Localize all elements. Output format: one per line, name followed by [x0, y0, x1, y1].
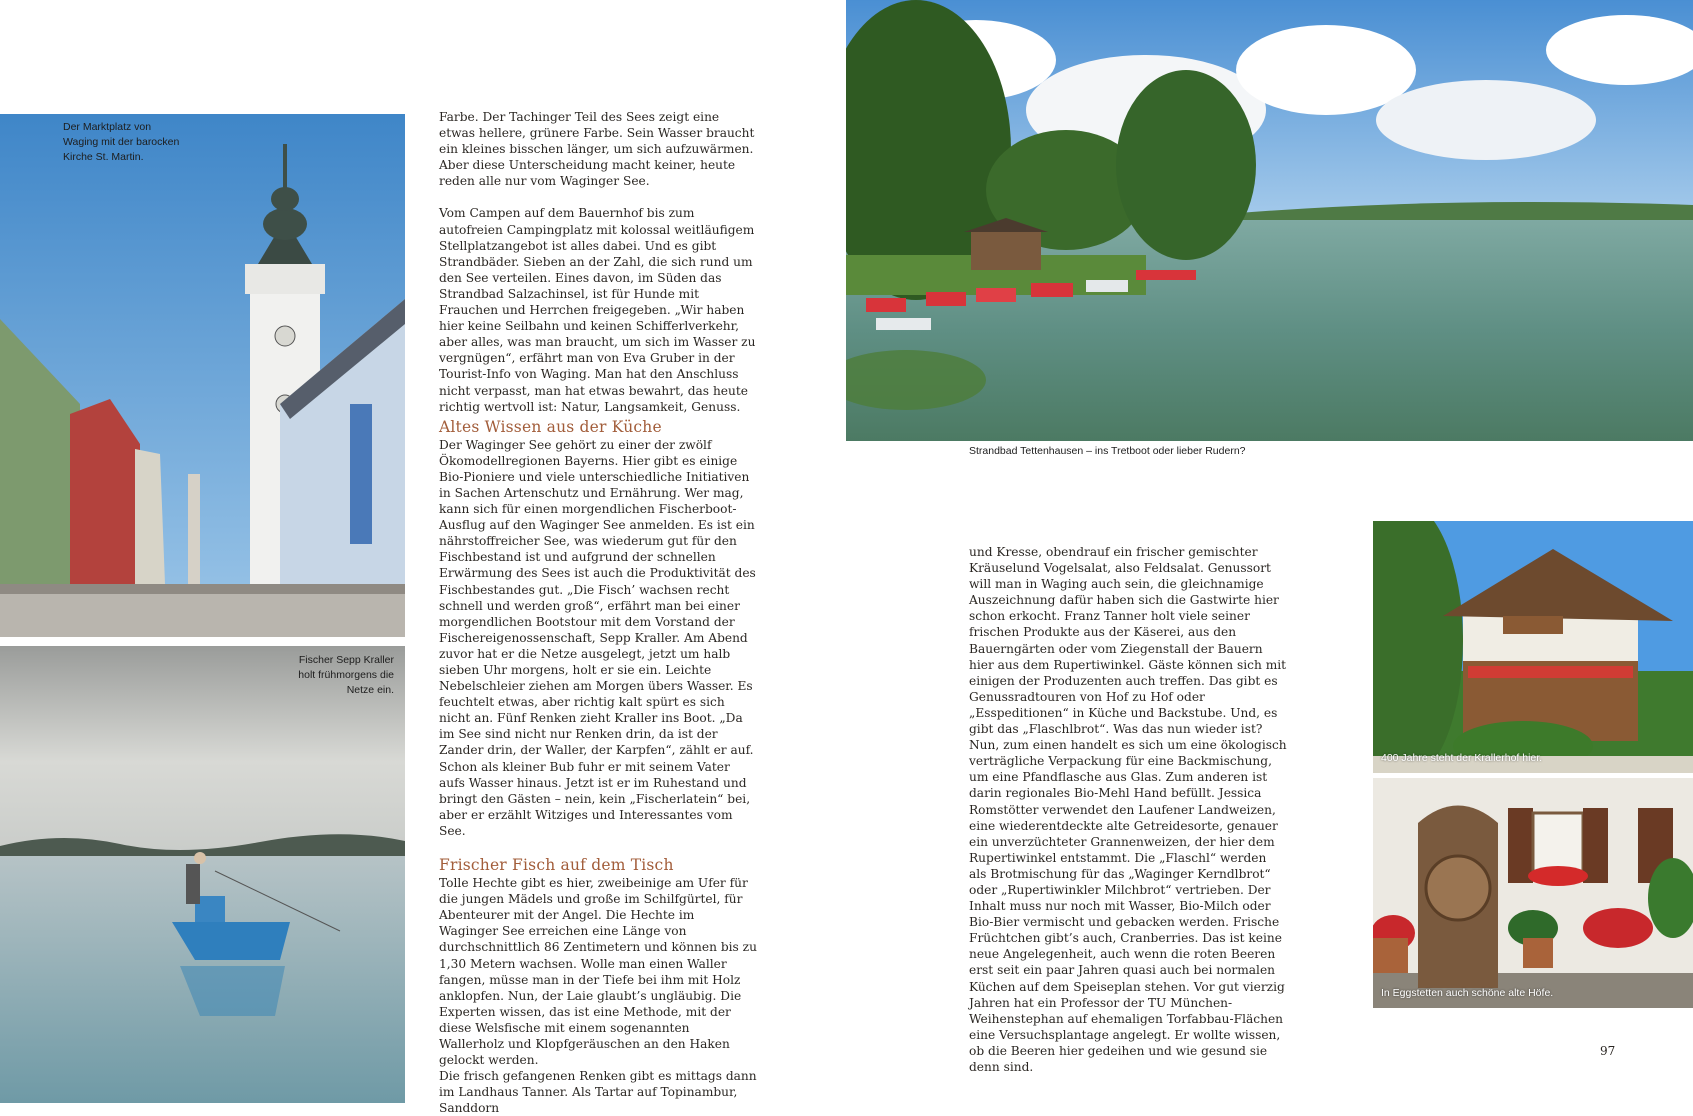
photo-strandbad	[846, 0, 1693, 441]
paragraph: Farbe. Der Tachinger Teil des Sees zeigt eine etwas hellere, grünere Farbe. Sein Wasser braucht ein kleines bisschen länger, um sich aufzuwärmen. Aber diese Unterscheidung macht keiner, heute reden alle nur vom Waginger See.	[439, 110, 755, 189]
photo-krallerhof	[1373, 521, 1693, 773]
photo-fischer	[0, 646, 405, 1103]
paragraph: Die frisch gefangenen Renken gibt es mittags dann im Landhaus Tanner. Als Tartar auf Topinambur, Sanddorn	[439, 1069, 757, 1116]
caption-eggstetten: In Eggstetten auch schöne alte Höfe.	[1381, 987, 1554, 999]
paragraph: Vom Campen auf dem Bauernhof bis zum autofreien Campingplatz mit kolossal weitläufigem Stellplatzangebot ist alles dabei. Und es gibt Strandbäder. Sieben an der Zahl, die sich rund um den See verteilen. Eines davon, im Süden das Strandbad Salzachinsel, ist für Hunde mit Frauchen und Herrchen freigegeben. „Wir haben hier keine Seilbahn und keinen Schifferlverkehr, aber alles, was man braucht, um sich im Wasser zu vergnügen“, erfährt man von Eva Gruber in der Tourist-Info von Waging. Man hat den Anschluss nicht verpasst, man hat etwas bewahrt, das heute richtig wertvoll ist: Natur, Langsamkeit, Genuss.	[439, 206, 756, 414]
caption-fischer: Fischer Sepp Kraller holt frühmorgens die Netze ein.	[298, 654, 394, 696]
section-heading: Frischer Fisch auf dem Tisch	[439, 856, 674, 875]
section-heading: Altes Wissen aus der Küche	[439, 417, 662, 436]
paragraph: Der Waginger See gehört zu einer der zwölf Ökomodellregionen Bayerns. Hier gibt es einige Bio-Pioniere und viele unterschiedliche Initiativen in Sachen Artenschutz und Ernährung. Wer mag, kann sich für einen morgendlichen Fischerboot-Ausflug auf den Waginger See anmelden. Es ist ein nährstoffreicher See, was wiederum gut für den Fischbestand ist und aufgrund der schnellen Erwärmung des Sees ist auch die Produktivität des Fischbestandes gut. „Die Fisch’ wachsen recht schnell und werden groß“, erfährt man bei einer morgendlichen Bootstour mit dem Vorstand der Fischereigenossenschaft, Sepp Kraller. Am Abend zuvor hat er die Netze ausgelegt, jetzt um halb sieben Uhr morgens, holt er sie ein. Leichte Nebelschleier ziehen am Morgen übers Wasser. Es feuchtelt etwas, aber richtig kalt spürt es sich nicht an. Fünf Renken zieht Kraller ins Boot. „Da im See sind nicht nur Renken drin, da ist der Zander drin, der Waller, der Karpfen“, zählt er auf. Schon als kleiner Bub fuhr er mit seinem Vater aufs Wasser hinaus. Jetzt ist er im Ruhestand und bringt den Gästen – nein, kein „Fischerlatein“ bei, aber er erzählt Witziges und Interessantes vom See.	[439, 437, 756, 838]
photo-marktplatz	[0, 114, 405, 637]
caption-krallerhof: 400 Jahre steht der Krallerhof hier.	[1381, 752, 1543, 764]
text-column-1	[439, 109, 757, 1116]
text-column-2	[969, 544, 1287, 1075]
page-number: 97	[1600, 1044, 1616, 1058]
paragraph: Tolle Hechte gibt es hier, zweibeinige am Ufer für die jungen Mädels und große im Schilfgürtel, für Abenteurer mit der Angel. Die Hechte im Waginger See erreichen eine Länge von durchschnittlich 86 Zentimetern und können bis zu 1,30 Metern wachsen. Wolle man einen Waller fangen, müsse man in der Tiefe bei ihm mit Holz anklopfen. Nun, der Laie glaubt’s ungläubig. Die Experten wissen, das ist eine Methode, mit der diese Welsfische mit einem sogenannten Wallerholz und Klopfgeräuschen an den Haken gelockt werden.	[439, 876, 757, 1068]
caption-marktplatz: Der Marktplatz von Waging mit der barocken Kirche St. Martin.	[63, 121, 180, 163]
caption-strandbad: Strandbad Tettenhausen – ins Tretboot oder lieber Rudern?	[969, 445, 1246, 457]
photo-eggstetten	[1373, 778, 1693, 1008]
paragraph: und Kresse, obendrauf ein frischer gemischter Kräuselund Vogelsalat, also Feldsalat. Genussort will man in Waging auch sein, die gleichnamige Auszeichnung dafür haben sich die Gastwirte hier schon erkocht. Franz Tanner holt viele seiner frischen Produkte aus der Käserei, aus den Bauerngärten oder vom Ziegenstall der Bauern hier aus dem Rupertiwinkel. Gäste können sich mit einigen der Produzenten auch treffen. Das gibt es Genussradtouren von Hof zu Hof oder „Esspeditionen“ in Küche und Backstube. Und, es gibt das „Flaschlbrot“. Was das nun wieder ist? Nun, zum einen handelt es sich um eine ökologisch verträgliche Verpackung für eine Backmischung, um eine Pfandflasche aus Glas. Zum anderen ist darin regionales Bio-Mehl Hand befüllt. Jessica Romstötter verwendet den Laufener Landweizen, eine wiederentdeckte alte Getreidesorte, genauer ein unverzüchteter Grannenweizen, der hier dem Rupertiwinkel entstammt. Die „Flaschl“ werden als Brotmischung für das „Waginger Kerndlbrot“ oder „Rupertiwinkler Milchbrot“ vertrieben. Der Inhalt muss nur noch mit Wasser, Bio-Milch oder Bio-Bier vermischt und gebacken werden. Frische Früchtchen gibt’s auch, Cranberries. Das ist keine neue Angelegenheit, auch wenn die roten Beeren erst seit ein paar Jahren quasi auch bei normalen Küchen auf dem Speiseplan stehen. Vor gut vierzig Jahren hat ein Professor der TU München-Weihenstephan auf ehemaligen Torfabbau-Flächen eine Versuchsplantage angelegt. Er wollte wissen, ob die Beeren hier gedeihen und wie gesund sie denn sind.	[969, 545, 1287, 1074]
